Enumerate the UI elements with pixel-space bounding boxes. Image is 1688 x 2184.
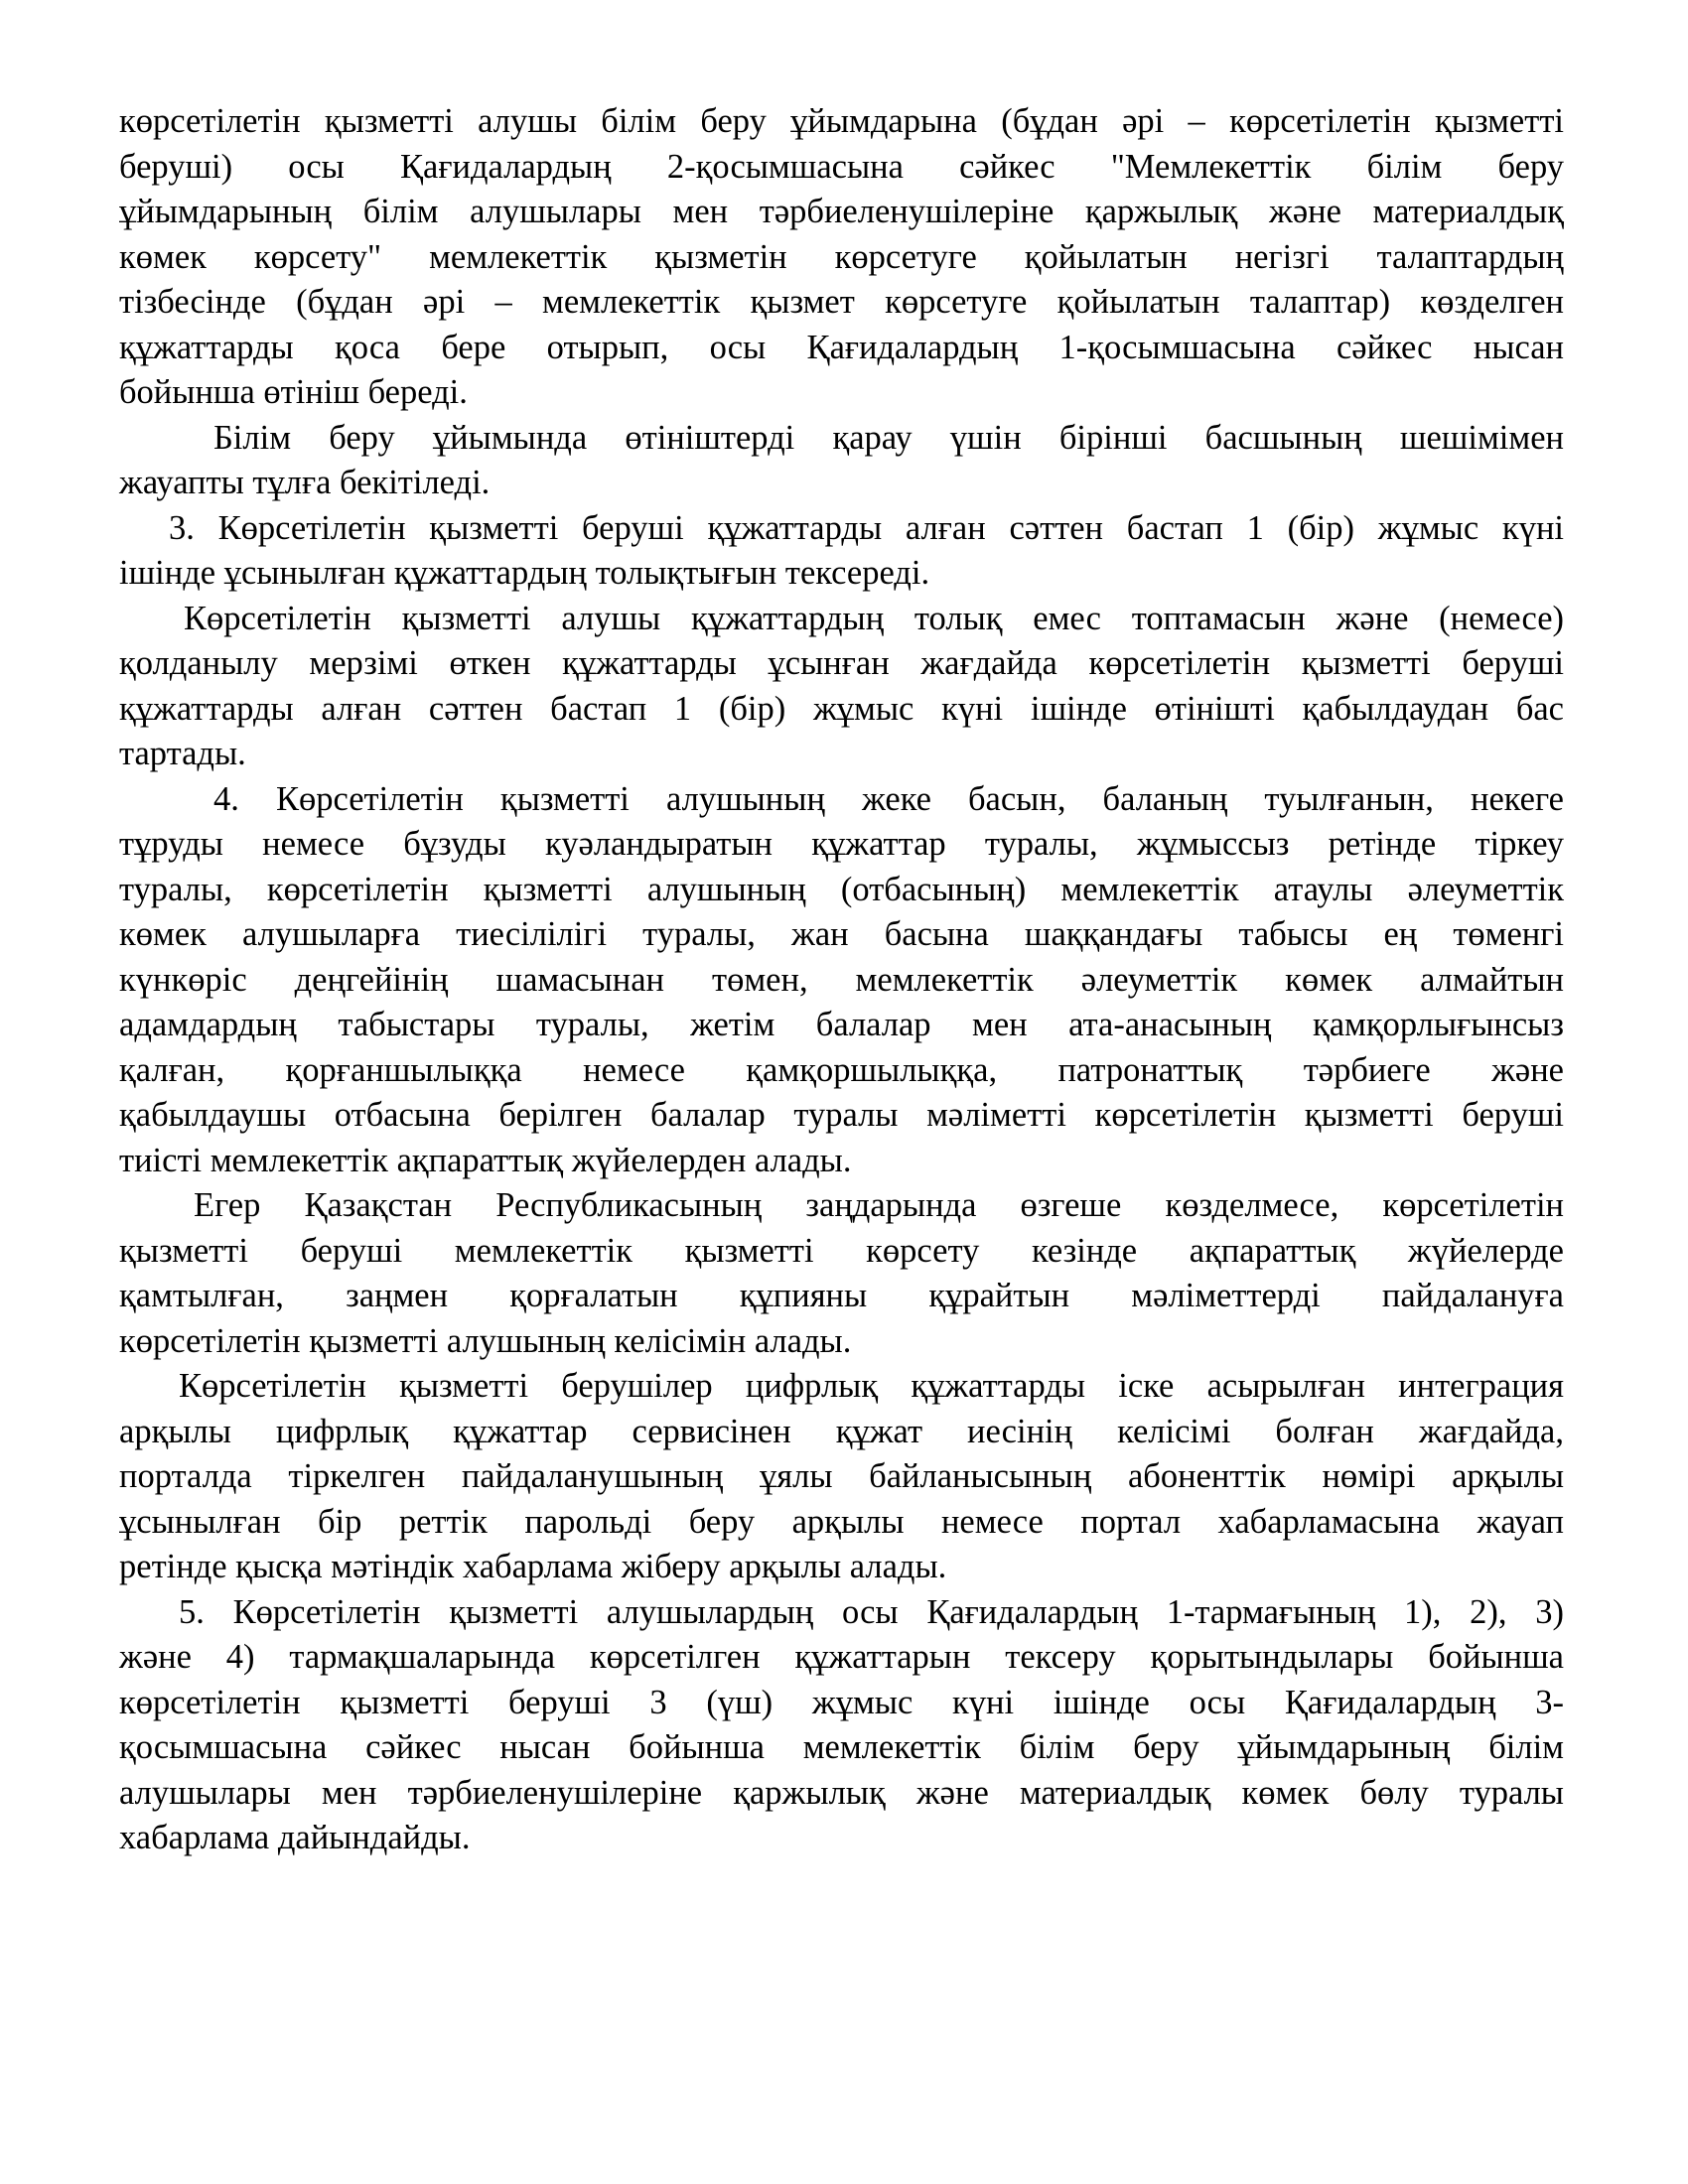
text-line: 4. Көрсетілетін қызметті алушының жеке басын, баланың туылғанын, некеге (213, 779, 1564, 818)
text-line: 5. Көрсетілетін қызметті алушылардың осы Қағидалардың 1-тармағының 1), 2), 3) (179, 1592, 1564, 1631)
text-line: Көрсетілетін қызметті берушілер цифрлық құжаттарды іске асырылған интеграция (179, 1367, 1564, 1405)
text-line: тізбесінде (бұдан әрі – мемлекеттік қызмет көрсетуге қойылатын талаптар) көзделген (119, 283, 1564, 321)
text-line: арқылы цифрлық құжаттар сервисінен құжат иесінің келісімі болған жағдайда, (119, 1412, 1564, 1450)
text-line: порталда тіркелген пайдаланушының ұялы байланысының абоненттік нөмірі арқылы (119, 1457, 1564, 1495)
text-line: хабарлама дайындайды. (119, 1819, 471, 1856)
text-line: құжаттарды алған сәттен бастап 1 (бір) жұмыс күні ішінде өтінішті қабылдаудан бас (119, 689, 1564, 728)
text-line: ішінде ұсынылған құжаттардың толықтығын тексереді. (119, 554, 930, 592)
text-line: қызметті беруші мемлекеттік қызметті көрсету кезінде ақпараттық жүйелерде (119, 1231, 1564, 1270)
text-line: ретінде қысқа мәтіндік хабарлама жіберу арқылы алады. (119, 1548, 947, 1585)
text-line: туралы, көрсетілетін қызметті алушының (отбасының) мемлекеттік атаулы әлеуметтік (119, 870, 1564, 908)
document-page (119, 99, 1564, 1861)
text-line: Егер Қазақстан Республикасының заңдарында өзгеше көзделмесе, көрсетілетін (194, 1186, 1564, 1224)
text-line: көрсетілетін қызметті алушының келісімін алады. (119, 1321, 852, 1360)
text-line: ұйымдарының білім алушылары мен тәрбиеленушілеріне қаржылық және материалдық (119, 193, 1564, 230)
paragraph (119, 1590, 1564, 1861)
text-line: тиісті мемлекеттік ақпараттық жүйелерден алады. (119, 1141, 852, 1179)
text-line: тартады. (119, 735, 246, 772)
text-line: қосымшасына сәйкес нысан бойынша мемлекеттік білім беру ұйымдарының білім (119, 1728, 1564, 1766)
text-line: көрсетілетін қызметті алушы білім беру ұйымдарына (бұдан әрі – көрсетілетін қызметті (119, 102, 1564, 140)
text-line: қалған, қорғаншылыққа немесе қамқоршылыққа, патронаттық тәрбиеге және (119, 1050, 1564, 1089)
text-line: алушылары мен тәрбиеленушілеріне қаржылық және материалдық көмек бөлу туралы (119, 1773, 1564, 1812)
text-line: ұсынылған бір реттік парольді беру арқылы немесе портал хабарламасына жауап (119, 1502, 1564, 1541)
text-line: көмек алушыларға тиесілілігі туралы, жан басына шаққандағы табысы ең төменгі (119, 915, 1564, 953)
text-line: құжаттарды қоса бере отырып, осы Қағидалардың 1-қосымшасына сәйкес нысан (119, 328, 1564, 366)
text-line: қабылдаушы отбасына берілген балалар туралы мәліметті көрсетілетін қызметті беруші (119, 1096, 1564, 1134)
text-line: жауапты тұлға бекітіледі. (119, 464, 491, 501)
text-line: адамдардың табыстары туралы, жетім балалар мен ата-анасының қамқорлығынсыз (119, 1006, 1564, 1043)
text-line: Көрсетілетін қызметті алушы құжаттардың толық емес топтамасын және (немесе) (184, 599, 1564, 637)
text-line: күнкөріс деңгейінің шамасынан төмен, мемлекеттік әлеуметтік көмек алмайтын (119, 960, 1564, 999)
text-line: көмек көрсету" мемлекеттік қызметін көрсетуге қойылатын негізгі талаптардың (119, 237, 1564, 276)
text-line: және 4) тармақшаларында көрсетілген құжаттарын тексеру қорытындылары бойынша (119, 1638, 1564, 1676)
paragraph (119, 506, 1564, 597)
paragraph (119, 777, 1564, 1184)
text-line: беруші) осы Қағидалардың 2-қосымшасына сәйкес "Мемлекеттік білім беру (119, 147, 1564, 186)
text-line: тұруды немесе бұзуды куәландыратын құжаттар туралы, жұмыссыз ретінде тіркеу (119, 825, 1564, 863)
paragraph (119, 1364, 1564, 1590)
paragraph (119, 99, 1564, 416)
paragraph (119, 597, 1564, 777)
text-line: бойынша өтініш береді. (119, 373, 468, 411)
text-line: көрсетілетін қызметті беруші 3 (үш) жұмыс күні ішінде осы Қағидалардың 3- (119, 1683, 1564, 1721)
text-line: қамтылған, заңмен қорғалатын құпияны құрайтын мәліметтерді пайдалануға (119, 1277, 1564, 1314)
text-line: қолданылу мерзімі өткен құжаттарды ұсынған жағдайда көрсетілетін қызметті беруші (119, 644, 1564, 682)
paragraph (119, 416, 1564, 506)
text-line: 3. Көрсетілетін қызметті беруші құжаттарды алған сәттен бастап 1 (бір) жұмыс күні (169, 508, 1564, 547)
text-line: Білім беру ұйымында өтініштерді қарау үшін бірінші басшының шешімімен (213, 418, 1564, 457)
paragraph (119, 1183, 1564, 1364)
